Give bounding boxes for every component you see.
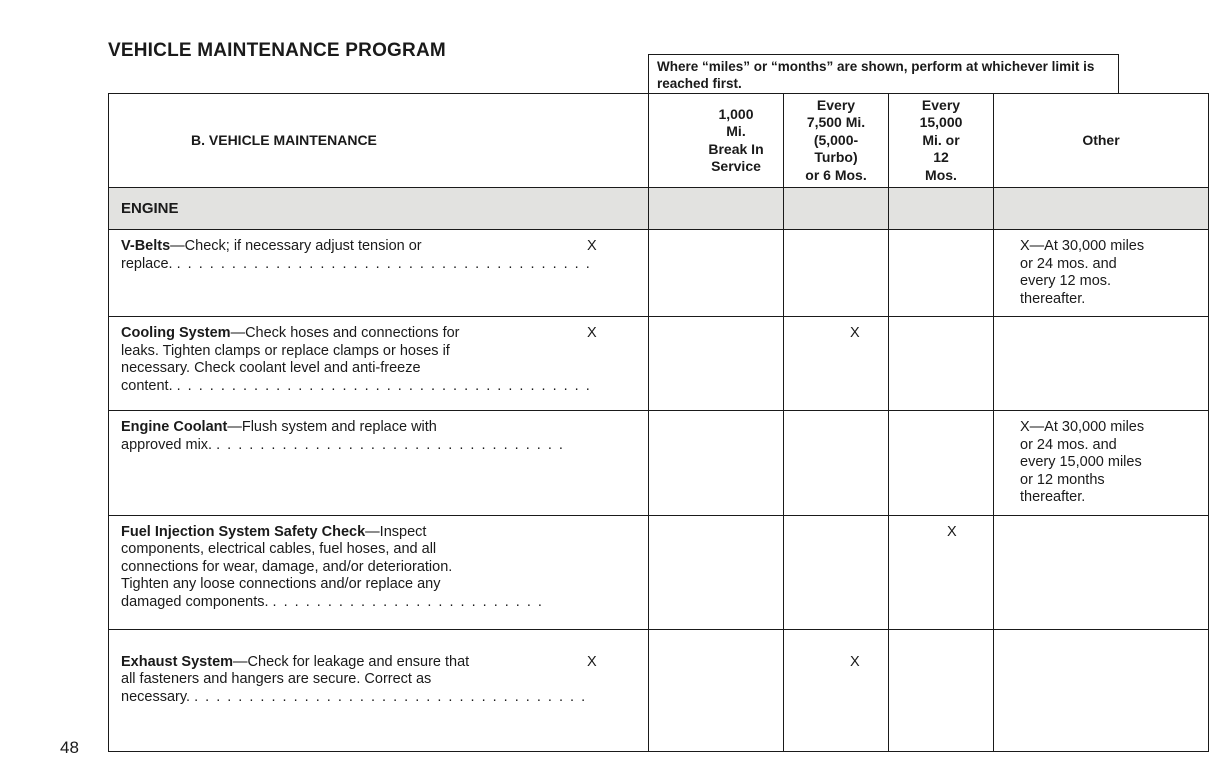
table-row: [109, 317, 1209, 411]
col-header-other: Other: [994, 94, 1209, 188]
table-row: [109, 629, 1209, 751]
mark-7500: [784, 230, 889, 317]
mark-7500: X: [784, 629, 889, 751]
section-row-engine: [109, 188, 1209, 230]
mark-break-in: X: [649, 317, 784, 411]
mark-7500: [784, 411, 889, 516]
mark-break-in: X: [649, 629, 784, 751]
mark-break-in: [649, 515, 784, 629]
interval-note: Where “miles” or “months” are shown, perform at whichever limit is reached first.: [648, 54, 1119, 94]
mark-other: [994, 629, 1209, 751]
mark-break-in: [649, 411, 784, 516]
mark-other: X—At 30,000 miles or 24 mos. and every 12 mos. thereafter.: [994, 230, 1209, 317]
table-row: [109, 230, 1209, 317]
item-description: Exhaust System—Check for leakage and ensure that all fasteners and hangers are secure. Correct as necessary. . . . . . . . . . . . . . . . . . . . . . . . . . . . . . . . . . . . .: [109, 629, 649, 751]
mark-other: [994, 317, 1209, 411]
table-row: [109, 515, 1209, 629]
col-header-7500: Every 7,500 Mi. (5,000- Turbo) or 6 Mos.: [784, 94, 889, 188]
mark-7500: [784, 515, 889, 629]
mark-15000: [889, 629, 994, 751]
item-description: Cooling System—Check hoses and connections for leaks. Tighten clamps or replace clamps or hoses if necessary. Check coolant level and anti-freeze content. . . . . . . . . . . . . . . . . . . . . . . . . . . . . . . . . . . . . . .: [109, 317, 649, 411]
mark-15000: X: [889, 515, 994, 629]
page-title: VEHICLE MAINTENANCE PROGRAM: [108, 40, 446, 61]
header-row: [109, 94, 1209, 188]
col-header-15000: Every 15,000 Mi. or 12 Mos.: [889, 94, 994, 188]
item-description: V-Belts—Check; if necessary adjust tension or replace. . . . . . . . . . . . . . . . . . . . . . . . . . . . . . . . . . . . . . .: [109, 230, 649, 317]
col-header-break-in: 1,000 Mi. Break In Service: [649, 94, 784, 188]
mark-7500: X: [784, 317, 889, 411]
mark-15000: [889, 317, 994, 411]
section-header: B. VEHICLE MAINTENANCE: [109, 94, 649, 188]
page-number: 48: [60, 738, 79, 757]
item-description: Fuel Injection System Safety Check—Inspect components, electrical cables, fuel hoses, and all connections for wear, damage, and/or deterioration. Tighten any loose connections and/or replace any damaged components. . . . . . . . . . . . . . . . . . . . . . . . . .: [109, 515, 649, 629]
mark-other: [994, 515, 1209, 629]
section-label: ENGINE: [109, 188, 649, 230]
mark-15000: [889, 230, 994, 317]
mark-break-in: X: [649, 230, 784, 317]
table-row: [109, 411, 1209, 516]
mark-other: X—At 30,000 miles or 24 mos. and every 15,000 miles or 12 months thereafter.: [994, 411, 1209, 516]
maintenance-table: [108, 93, 1209, 752]
item-description: Engine Coolant—Flush system and replace with approved mix. . . . . . . . . . . . . . . . . . . . . . . . . . . . . . . . .: [109, 411, 649, 516]
mark-15000: [889, 411, 994, 516]
